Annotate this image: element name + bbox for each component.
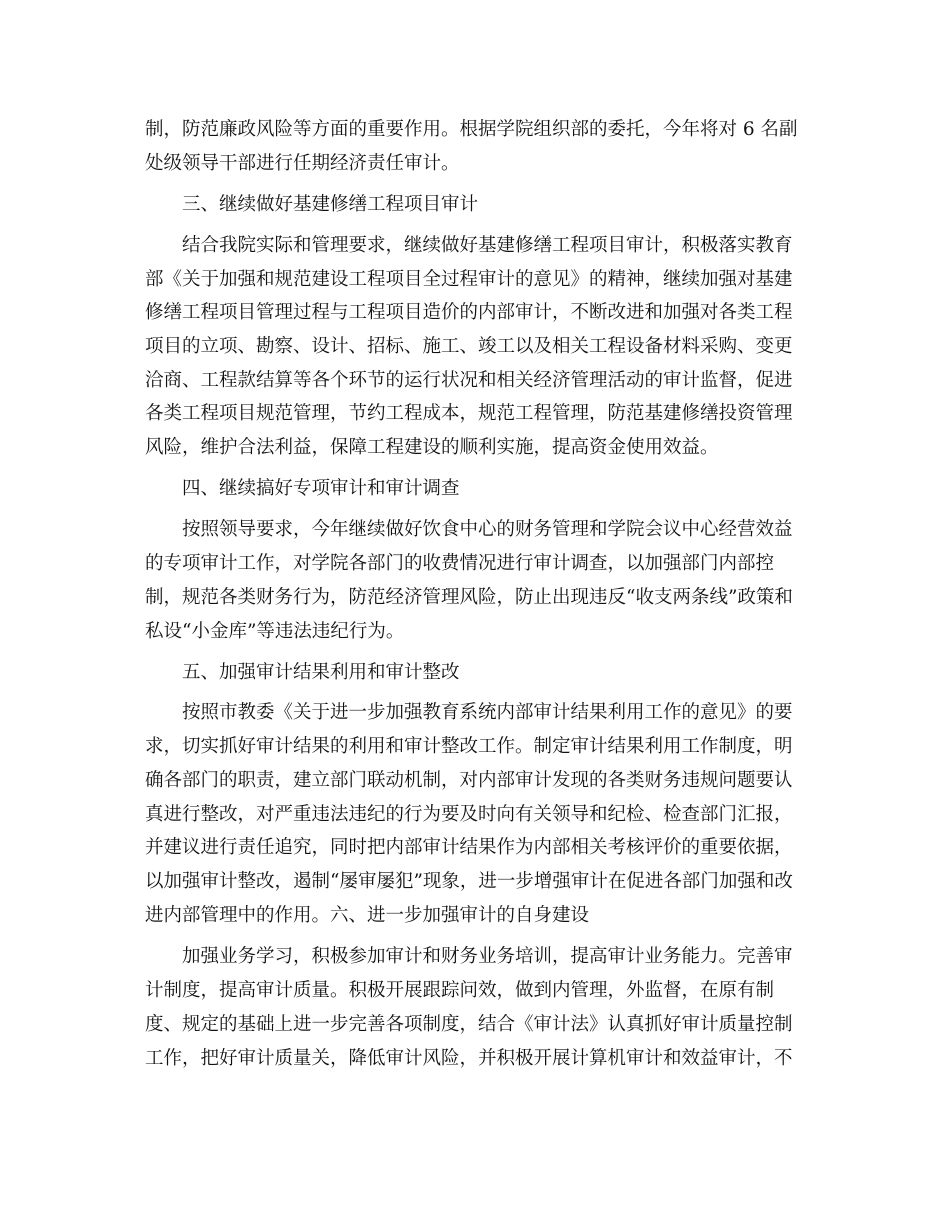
section-heading: 三、继续做好基建修缮工程项目审计 — [182, 194, 479, 215]
text-line: 按照市教委《关于进一步加强教育系统内部审计结果利用工作的意见》的要 — [182, 702, 793, 723]
text-line: 各类工程项目规范管理，节约工程成本，规范工程管理，防范基建修缮投资管理 — [145, 403, 793, 424]
text-line: 风险，维护合法利益，保障工程建设的顺利实施，提高资金使用效益。 — [145, 437, 719, 458]
section-heading: 五、加强审计结果利用和审计整改 — [182, 662, 460, 683]
text-line: 修缮工程项目管理过程与工程项目造价的内部审计，不断改进和加强对各类工程 — [145, 302, 793, 323]
text-line: 的专项审计工作，对学院各部门的收费情况进行审计调查，以加强部门内部控 — [145, 553, 775, 574]
text-line: 计制度，提高审计质量。积极开展跟踪问效，做到内管理，外监督，在原有制 — [145, 980, 775, 1001]
text-line: 度、规定的基础上进一步完善各项制度，结合《审计法》认真抓好审计质量控制 — [145, 1014, 793, 1035]
text-line: 项目的立项、勘察、设计、招标、施工、竣工以及相关工程设备材料采购、变更 — [145, 336, 793, 357]
text-line: 制，防范廉政风险等方面的重要作用。根据学院组织部的委托，今年将对 6 名副 — [145, 119, 798, 140]
text-line: 处级领导干部进行任期经济责任审计。 — [145, 153, 460, 174]
text-line: 结合我院实际和管理要求，继续做好基建修缮工程项目审计，积极落实教育 — [182, 235, 793, 256]
text-line: 并建议进行责任追究，同时把内部审计结果作为内部相关考核评价的重要依据， — [145, 837, 793, 858]
text-line: 工作，把好审计质量关，降低审计风险，并积极开展计算机审计和效益审计，不 — [145, 1048, 793, 1069]
text-line: 制，规范各类财务行为，防范经济管理风险，防止出现违反“收支两条线”政策和 — [145, 587, 793, 608]
text-line: 部《关于加强和规范建设工程项目全过程审计的意见》的精神，继续加强对基建 — [145, 269, 793, 290]
text-line: 私设“小金库”等违法违纪行为。 — [145, 621, 405, 642]
section-heading: 四、继续搞好专项审计和审计调查 — [182, 478, 460, 499]
text-line: 以加强审计整改，遏制“屡审屡犯”现象，进一步增强审计在促进各部门加强和改 — [145, 871, 793, 892]
text-line: 真进行整改，对严重违法违纪的行为要及时向有关领导和纪检、检查部门汇报， — [145, 804, 793, 825]
text-line: 确各部门的职责，建立部门联动机制，对内部审计发现的各类财务违规问题要认 — [145, 770, 793, 791]
text-line: 洽商、工程款结算等各个环节的运行状况和相关经济管理活动的审计监督，促进 — [145, 370, 793, 391]
text-line: 加强业务学习，积极参加审计和财务业务培训，提高审计业务能力。完善审 — [182, 946, 793, 967]
text-line: 按照领导要求，今年继续做好饮食中心的财务管理和学院会议中心经营效益 — [182, 519, 793, 540]
text-line: 求，切实抓好审计结果的利用和审计整改工作。制定审计结果利用工作制度，明 — [145, 736, 793, 757]
text-line: 进内部管理中的作用。六、进一步加强审计的自身建设 — [145, 905, 590, 926]
